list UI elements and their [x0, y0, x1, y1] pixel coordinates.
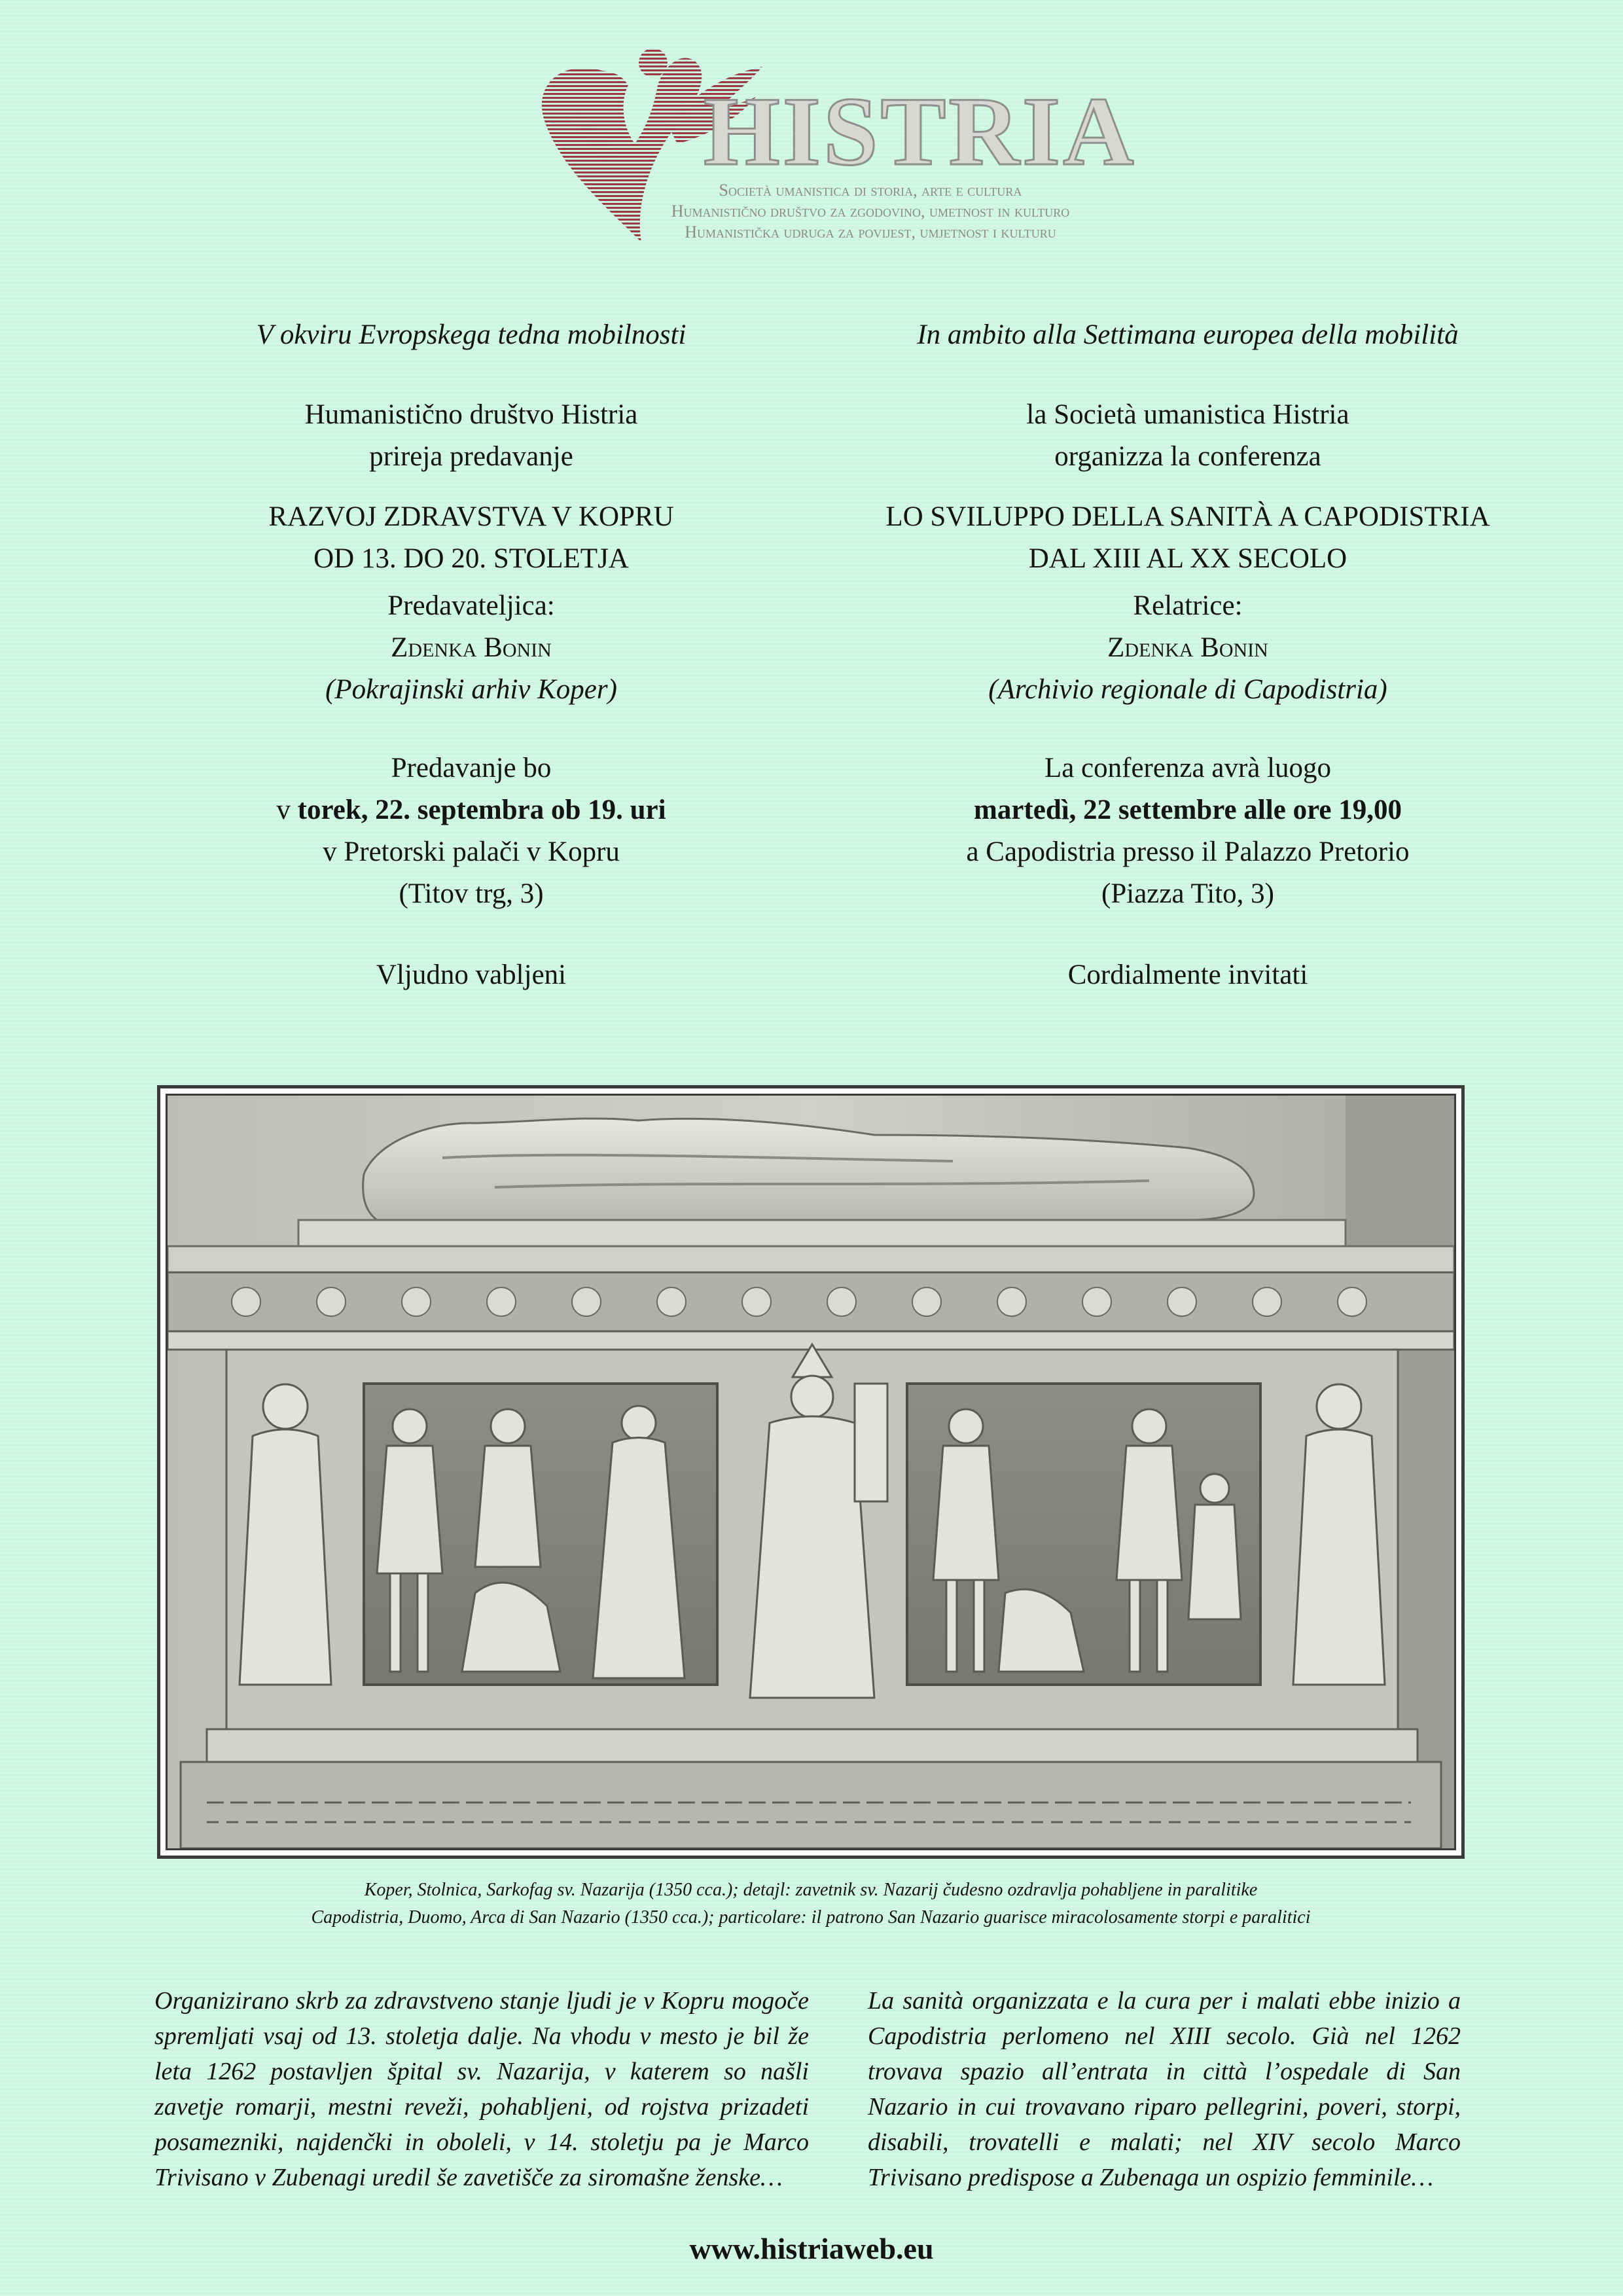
italian-speaker-affiliation: (Archivio regionale di Capodistria) — [988, 674, 1387, 705]
slovene-when-line1: Predavanje bo — [391, 753, 552, 783]
italian-speaker-name: Zdenka Bonin — [1107, 632, 1268, 663]
slovene-speaker-affiliation: (Pokrajinski arhiv Koper) — [325, 674, 617, 705]
sarcophagus-image — [166, 1094, 1456, 1850]
slovene-when-line2 — [144, 789, 798, 831]
website-link[interactable]: www.histriaweb.eu — [689, 2232, 934, 2265]
slovene-where-line1: v Pretorski palači v Kopru — [323, 836, 620, 867]
italian-where-line2: (Piazza Tito, 3) — [1101, 878, 1274, 909]
slovene-speaker-name: Zdenka Bonin — [391, 632, 552, 663]
slovene-paragraph: Organizirano skrb za zdravstveno stanje ljudi je v Kopru mogoče spremljati vsaj od 13. stoletja dalje. Na vhodu v mesto je bil že leta 1262 postavljen špital sv. Nazarija, v katerem so našli zavetje romarji, mestni reveži, pohabljeni, od rojstva prizadeti posamezniki, najdenčki in oboleli, v 14. stoletju pa je Marco Trivisano v Zubenagi uredil še zavetišče za siromašne ženske… — [154, 1987, 809, 2191]
caption-italian: Capodistria, Duomo, Arca di San Nazario (1350 cca.); particolare: il patrono San Nazario guarisce miracolosamente storpi e paralitici — [311, 1907, 1311, 1928]
caption-slovene: Koper, Stolnica, Sarkofag sv. Nazarija (1350 cca.); detajl: zavetnik sv. Nazarij čudesno ozdravlja pohabljene in paralitike — [364, 1880, 1258, 1900]
slovene-org-line1: Humanistično društvo Histria — [304, 399, 638, 430]
logo-tagline-croatian: Humanistička udruga za povijest, umjetnost i kulturu — [685, 223, 1056, 242]
italian-where-line1: a Capodistria presso il Palazzo Pretorio — [966, 836, 1410, 867]
italian-title-line1: LO SVILUPPO DELLA SANITÀ A CAPODISTRIA — [885, 501, 1490, 532]
sarcophagus-photo — [157, 1085, 1465, 1859]
italian-when-line1: La conferenza avrà luogo — [1044, 753, 1332, 783]
italian-when-date: martedì, 22 settembre alle ore 19,00 — [974, 795, 1402, 825]
italian-invite: Cordialmente invitati — [1067, 960, 1308, 990]
slovene-where-line2: (Titov trg, 3) — [399, 878, 544, 909]
slovene-title-line2: OD 13. DO 20. STOLETJA — [313, 543, 629, 574]
slovene-intro: V okviru Evropskega tedna mobilnosti — [256, 319, 687, 350]
slovene-speaker-label: Predavateljica: — [387, 590, 555, 621]
slovene-title-line1: RAZVOJ ZDRAVSTVA V KOPRU — [268, 501, 674, 532]
slovene-org-line2: prireja predavanje — [369, 441, 573, 472]
logo-tagline-slovene: Humanistično društvo za zgodovino, umetnost in kulturo — [671, 202, 1070, 221]
italian-org-line2: organizza la conferenza — [1054, 441, 1321, 472]
italian-org-line1: la Società umanistica Histria — [1026, 399, 1349, 430]
slovene-invite: Vljudno vabljeni — [376, 960, 567, 990]
slovene-when-prefix: v — [276, 795, 298, 825]
italian-speaker-label: Relatrice: — [1133, 590, 1243, 621]
logo-tagline-italian: Società umanistica di storia, arte e cultura — [719, 181, 1022, 200]
logo-wordmark: HISTRIA — [704, 77, 1137, 186]
italian-paragraph: La sanità organizzata e la cura per i malati ebbe inizio a Capodistria perlomeno nel XIII secolo. Già nel 1262 trovava spazio all’entrata in città l’ospedale di San Nazario in cui trovavano riparo pellegrini, poveri, storpi, disabili, trovatelli e malati; nel XIV secolo Marco Trivisano predispose a Zubenaga un ospizio femminile… — [868, 1987, 1461, 2191]
histria-logo — [537, 46, 1137, 255]
italian-title-line2: DAL XIII AL XX SECOLO — [1028, 543, 1347, 574]
italian-intro: In ambito alla Settimana europea della mobilità — [917, 319, 1459, 350]
italian-column — [818, 314, 1558, 996]
slovene-when-date: torek, 22. septembra ob 19. uri — [297, 795, 666, 825]
slovene-column — [144, 314, 798, 996]
